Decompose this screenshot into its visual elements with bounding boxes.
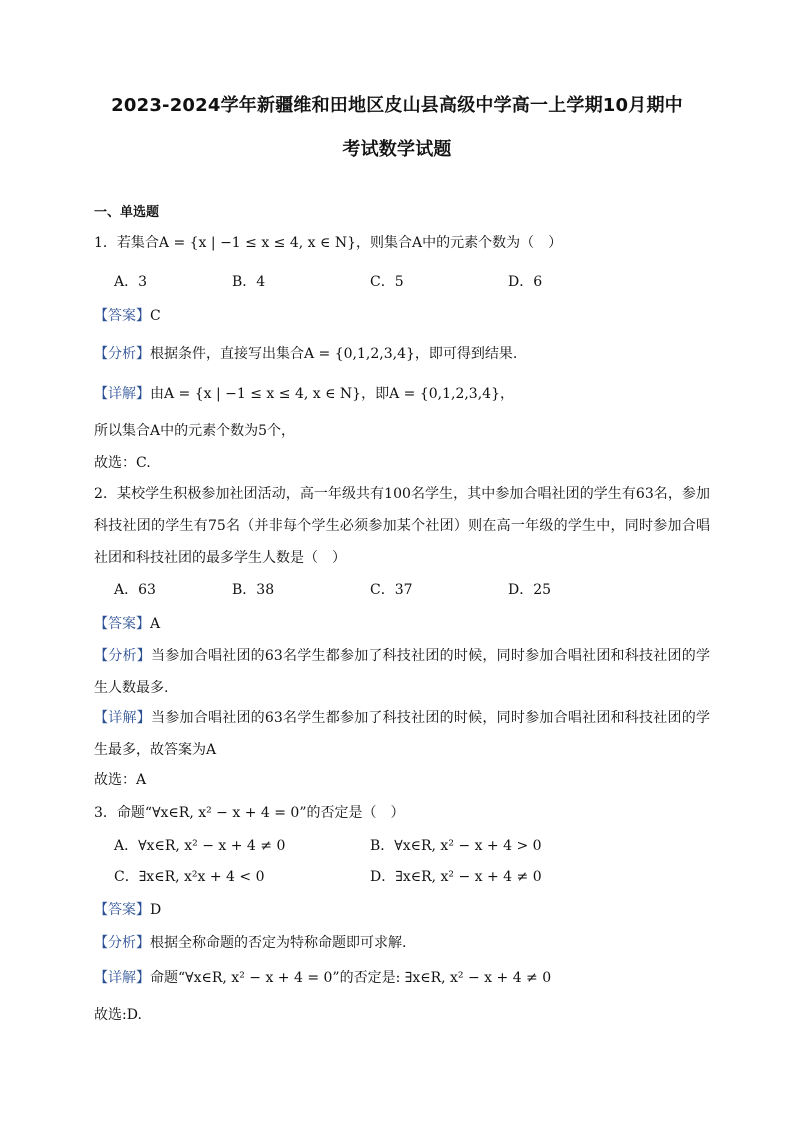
analysis-text: 根据全称命题的否定为特称命题即可求解. <box>150 935 407 951</box>
q2-option-d: D．25 <box>508 582 552 598</box>
q3-choose: 故选:D. <box>94 1007 142 1023</box>
q1-option-b: B．4 <box>232 274 266 290</box>
detail-tag: 【详解】 <box>94 970 150 986</box>
analysis-tag: 【分析】 <box>94 346 150 362</box>
analysis-text: 根据条件，直接写出集合A = {0,1,2,3,4}，即可得到结果. <box>150 346 518 362</box>
answer-value: A <box>150 616 161 632</box>
title-line-2: 考试数学试题 <box>342 139 452 160</box>
answer-value: C <box>150 308 161 324</box>
q1-stem: 1．若集合A = {x | −1 ≤ x ≤ 4, x ∈ N}，则集合A中的元素个数为（ ） <box>94 235 563 251</box>
q3-option-c: C．∃x∈R, x²x + 4 < 0 <box>114 869 265 885</box>
document-title <box>50 84 744 172</box>
answer-tag: 【答案】 <box>94 616 150 632</box>
q2-option-a: A．63 <box>114 582 156 598</box>
q1-detail-2: 所以集合A中的元素个数为5个， <box>94 423 296 439</box>
q2-option-c: C．37 <box>370 582 413 598</box>
answer-value: D <box>150 902 162 918</box>
answer-tag: 【答案】 <box>94 308 150 324</box>
q2-detail <box>94 702 710 766</box>
analysis-text: 当参加合唱社团的63名学生都参加了科技社团的时候，同时参加合唱社团和科技社团的学生人数最多. <box>94 648 711 696</box>
q3-answer <box>94 900 161 920</box>
q3-option-a: A．∀x∈R, x² − x + 4 ≠ 0 <box>114 838 286 854</box>
detail-text: 由A = {x | −1 ≤ x ≤ 4, x ∈ N}，即A = {0,1,2,3,4}， <box>150 386 514 402</box>
q1-answer <box>94 306 161 326</box>
q1-detail <box>94 384 514 404</box>
q2-choose: 故选：A <box>94 772 147 788</box>
q3-option-d: D．∃x∈R, x² − x + 4 ≠ 0 <box>370 869 542 885</box>
answer-tag: 【答案】 <box>94 902 150 918</box>
section-heading: 一、单选题 <box>94 205 160 220</box>
detail-text: 当参加合唱社团的63名学生都参加了科技社团的时候，同时参加合唱社团和科技社团的学生最多，故答案为A <box>94 710 711 758</box>
title-line-1: 2023-2024学年新疆维和田地区皮山县高级中学高一上学期10月期中 <box>111 95 683 116</box>
detail-tag: 【详解】 <box>94 386 150 402</box>
q1-option-d: D．6 <box>508 274 543 290</box>
q1-analysis <box>94 344 517 364</box>
q3-stem: 3．命题“∀x∈R, x² − x + 4 = 0”的否定是（ ） <box>94 805 405 821</box>
q2-analysis <box>94 640 710 704</box>
q1-option-c: C．5 <box>370 274 404 290</box>
detail-text: 命题“∀x∈R, x² − x + 4 = 0”的否定是: ∃x∈R, x² − x + 4 ≠ 0 <box>150 970 552 986</box>
q2-option-b: B．38 <box>232 582 275 598</box>
q3-detail <box>94 968 551 988</box>
q2-stem: 2．某校学生积极参加社团活动，高一年级共有100名学生，其中参加合唱社团的学生有63名，参加科技社团的学生有75名（并非每个学生必须参加某个社团）则在高一年级的学生中，同时参加合唱社团和科技社团的最多学生人数是（ ） <box>94 486 710 566</box>
q1-choose: 故选：C. <box>94 455 151 471</box>
detail-tag: 【详解】 <box>94 710 151 726</box>
q2-answer <box>94 614 160 634</box>
q3-analysis <box>94 933 406 953</box>
analysis-tag: 【分析】 <box>94 648 151 664</box>
q3-option-b: B．∀x∈R, x² − x + 4 > 0 <box>370 838 542 854</box>
q1-option-a: A．3 <box>114 274 148 290</box>
analysis-tag: 【分析】 <box>94 935 150 951</box>
